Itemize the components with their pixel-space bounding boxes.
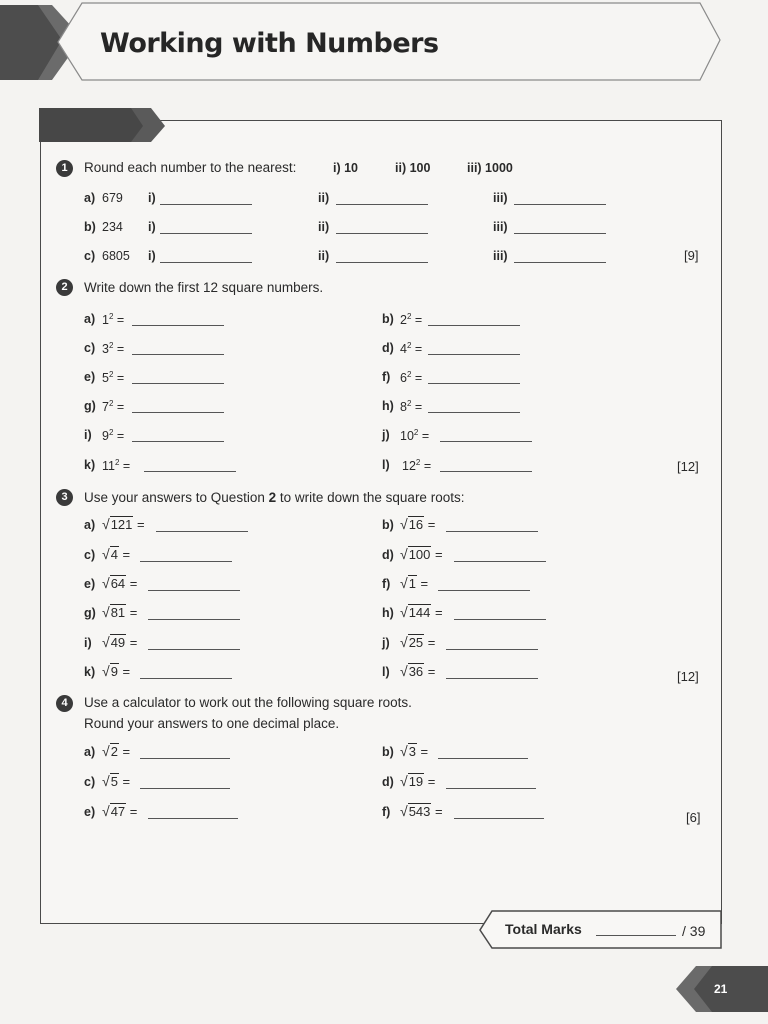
radical-sign: √ [400,773,408,789]
base: 4 [400,342,407,357]
total-marks-label: Total Marks [505,921,582,937]
answer-line[interactable] [514,233,606,234]
q3-item-label: j) [382,636,390,650]
answer-line[interactable] [160,262,252,263]
base: 5 [102,371,109,386]
q2-expression [400,428,429,443]
q1-sub-label: ii) [318,191,330,205]
answer-line[interactable] [132,412,224,413]
q2-item-label: j) [382,428,390,442]
q2-item-label: l) [382,458,390,472]
answer-line[interactable] [140,788,230,789]
radicand: 81 [110,605,126,620]
square-root-expression: √121 = [102,516,145,532]
q2-item-label: b) [382,312,394,326]
answer-line[interactable] [454,619,546,620]
exponent: 2 [108,312,114,321]
answer-line[interactable] [336,204,428,205]
square-root-expression: √9 = [102,663,131,679]
page-number: 21 [714,982,728,996]
radical-sign: √ [400,575,408,591]
q2-item-label: d) [382,341,394,355]
radical-sign: √ [400,803,408,819]
base: 2 [400,313,407,328]
q2-expression [102,428,124,443]
base: 1 [102,313,109,328]
q3-item-label: f) [382,577,391,591]
q2-marks: [12] [677,459,699,474]
q2-item-label: a) [84,312,96,326]
answer-line[interactable] [446,649,538,650]
answer-line[interactable] [140,561,232,562]
radicand: 25 [408,635,424,650]
square-root-expression: √5 = [102,773,131,789]
answer-line[interactable] [148,619,240,620]
header-banner [0,0,768,120]
question-1-prompt: Round each number to the nearest: [84,160,297,175]
base: 6 [400,371,407,386]
radicand: 9 [110,664,118,679]
equals-sign: = [421,429,430,444]
equals-sign: = [122,459,131,474]
answer-line[interactable] [438,590,530,591]
q3-prompt-bold: 2 [268,490,277,505]
q3-item-label: a) [84,518,96,532]
q1-option-3: iii) 1000 [467,161,513,175]
q1-row-value: 234 [102,220,123,234]
question-4-number: 4 [56,695,73,712]
q2-item-label: g) [84,399,96,413]
answer-line[interactable] [148,590,240,591]
radical-sign: √ [102,803,110,819]
radical-sign: √ [102,663,110,679]
exponent: 2 [406,370,412,379]
answer-line[interactable] [428,325,520,326]
radicand: 3 [408,744,416,759]
radical-sign: √ [400,663,408,679]
exponent: 2 [108,370,114,379]
exponent: 2 [108,428,114,437]
equals-sign: = [116,429,125,444]
question-3-number: 3 [56,489,73,506]
answer-line[interactable] [132,325,224,326]
radical-sign: √ [400,546,408,562]
q3-item-label: k) [84,665,96,679]
answer-line[interactable] [156,531,248,532]
q4-item-label: e) [84,805,96,819]
q1-sub-label: i) [148,249,156,263]
answer-line[interactable] [440,441,532,442]
answer-line[interactable] [446,788,536,789]
q2-expression [102,312,124,327]
q1-sub-label: iii) [493,249,508,263]
exponent: 2 [406,312,412,321]
answer-line[interactable] [132,354,224,355]
q3-item-label: g) [84,606,96,620]
radicand: 100 [408,547,431,562]
q2-item-label: k) [84,458,96,472]
q1-option-1: i) 10 [333,161,359,175]
answer-line[interactable] [514,262,606,263]
exponent: 2 [415,458,421,467]
q4-marks: [6] [686,810,701,825]
radical-sign: √ [400,604,408,620]
q1-marks: [9] [684,248,699,263]
q3-item-label: h) [382,606,394,620]
q1-sub-label: i) [148,220,156,234]
radicand: 16 [408,517,424,532]
exponent: 2 [406,399,412,408]
q4-item-label: b) [382,745,394,759]
radicand: 1 [408,576,416,591]
base: 8 [400,400,407,415]
q4-item-label: c) [84,775,96,789]
question-3-prompt [84,490,464,505]
square-root-expression: √19 = [400,773,436,789]
question-4-prompt-line-2: Round your answers to one decimal place. [84,716,340,731]
q2-item-label: h) [382,399,394,413]
q2-expression [102,341,124,356]
q2-expression [400,399,422,414]
q1-row-label: c) [84,249,96,263]
q2-expression [102,399,124,414]
radical-sign: √ [400,516,408,532]
radicand: 4 [110,547,118,562]
square-root-expression: √2 = [102,743,131,759]
equals-sign: = [116,400,125,415]
radicand: 47 [110,804,126,819]
q2-expression [400,341,422,356]
q1-sub-label: iii) [493,220,508,234]
base: 11 [102,459,115,474]
radicand: 121 [110,517,133,532]
answer-line[interactable] [428,383,520,384]
radical-sign: √ [400,743,408,759]
q2-item-label: e) [84,370,96,384]
q2-expression [400,370,422,385]
equals-sign: = [116,342,125,357]
base: 3 [102,342,109,357]
equals-sign: = [414,400,423,415]
radical-sign: √ [102,743,110,759]
answer-line[interactable] [446,531,538,532]
answer-line[interactable] [446,678,538,679]
q1-option-2: ii) 100 [395,161,431,175]
answer-line[interactable] [160,204,252,205]
equals-sign: = [414,342,423,357]
square-root-expression: √3 = [400,743,429,759]
radical-sign: √ [102,604,110,620]
equals-sign: = [116,371,125,386]
square-root-expression: √36 = [400,663,436,679]
q1-sub-label: ii) [318,249,330,263]
answer-line[interactable] [454,561,546,562]
base: 9 [102,429,109,444]
q2-expression [102,370,124,385]
radicand: 5 [110,774,118,789]
radical-sign: √ [102,634,110,650]
equals-sign: = [423,459,432,474]
q1-row-value: 6805 [102,249,130,263]
square-root-expression: √25 = [400,634,436,650]
answer-line[interactable] [428,354,520,355]
radical-sign: √ [102,773,110,789]
answer-line[interactable] [440,471,532,472]
q4-item-label: f) [382,805,391,819]
q3-prompt-post: to write down the square roots: [276,490,465,505]
answer-line[interactable] [336,233,428,234]
q2-item-label: c) [84,341,96,355]
answer-line[interactable] [140,678,232,679]
answer-line[interactable] [454,818,544,819]
q3-prompt-pre: Use your answers to Question [84,490,269,505]
answer-line[interactable] [148,649,240,650]
square-root-expression: √4 = [102,546,131,562]
q3-item-label: e) [84,577,96,591]
q2-item-label: f) [382,370,391,384]
square-root-expression: √1 = [400,575,429,591]
q2-item-label: i) [84,428,92,442]
exponent: 2 [406,341,412,350]
question-1-number: 1 [56,160,73,177]
question-4-prompt-line-1: Use a calculator to work out the following square roots. [84,695,412,710]
q2-expression [102,458,130,473]
q2-expression [402,458,431,473]
q1-row-label: a) [84,191,96,205]
q3-marks: [12] [677,669,699,684]
q4-item-label: a) [84,745,96,759]
exponent: 2 [108,399,114,408]
total-marks-value: / 39 [682,923,706,939]
q1-row-value: 679 [102,191,123,205]
radicand: 144 [408,605,431,620]
equals-sign: = [414,313,423,328]
page-title: Working with Numbers [100,28,439,59]
exponent: 2 [108,341,114,350]
base: 12 [402,459,416,474]
answer-line[interactable] [132,441,224,442]
square-root-expression: √49 = [102,634,138,650]
question-2-number: 2 [56,279,73,296]
q2-expression [400,312,422,327]
q1-sub-label: i) [148,191,156,205]
exponent: 2 [413,428,419,437]
answer-line[interactable] [428,412,520,413]
radicand: 19 [408,774,424,789]
radical-sign: √ [400,634,408,650]
q4-item-label: d) [382,775,394,789]
answer-line[interactable] [438,758,528,759]
section-tab [39,108,169,144]
radical-sign: √ [102,546,110,562]
equals-sign: = [414,371,423,386]
q3-item-label: b) [382,518,394,532]
answer-line[interactable] [148,818,238,819]
square-root-expression: √47 = [102,803,138,819]
base: 7 [102,400,109,415]
q3-item-label: l) [382,665,390,679]
square-root-expression: √64 = [102,575,138,591]
radicand: 64 [110,576,126,591]
question-2-prompt: Write down the first 12 square numbers. [84,280,324,295]
square-root-expression: √16 = [400,516,436,532]
q1-sub-label: iii) [493,191,508,205]
radical-sign: √ [102,575,110,591]
q3-item-label: d) [382,548,394,562]
radicand: 36 [408,664,424,679]
square-root-expression: √543 = [400,803,443,819]
q3-item-label: c) [84,548,96,562]
answer-line[interactable] [336,262,428,263]
square-root-expression: √100 = [400,546,443,562]
total-marks-answer-line[interactable] [596,935,676,936]
answer-line[interactable] [514,204,606,205]
square-root-expression: √81 = [102,604,138,620]
radical-sign: √ [102,516,110,532]
square-root-expression: √144 = [400,604,443,620]
answer-line[interactable] [160,233,252,234]
q1-sub-label: ii) [318,220,330,234]
answer-line[interactable] [144,471,236,472]
q3-item-label: i) [84,636,92,650]
answer-line[interactable] [132,383,224,384]
radicand: 49 [110,635,126,650]
radicand: 543 [408,804,431,819]
exponent: 2 [114,458,120,467]
radicand: 2 [110,744,118,759]
answer-line[interactable] [140,758,230,759]
q1-row-label: b) [84,220,96,234]
base: 10 [400,429,414,444]
equals-sign: = [116,313,125,328]
